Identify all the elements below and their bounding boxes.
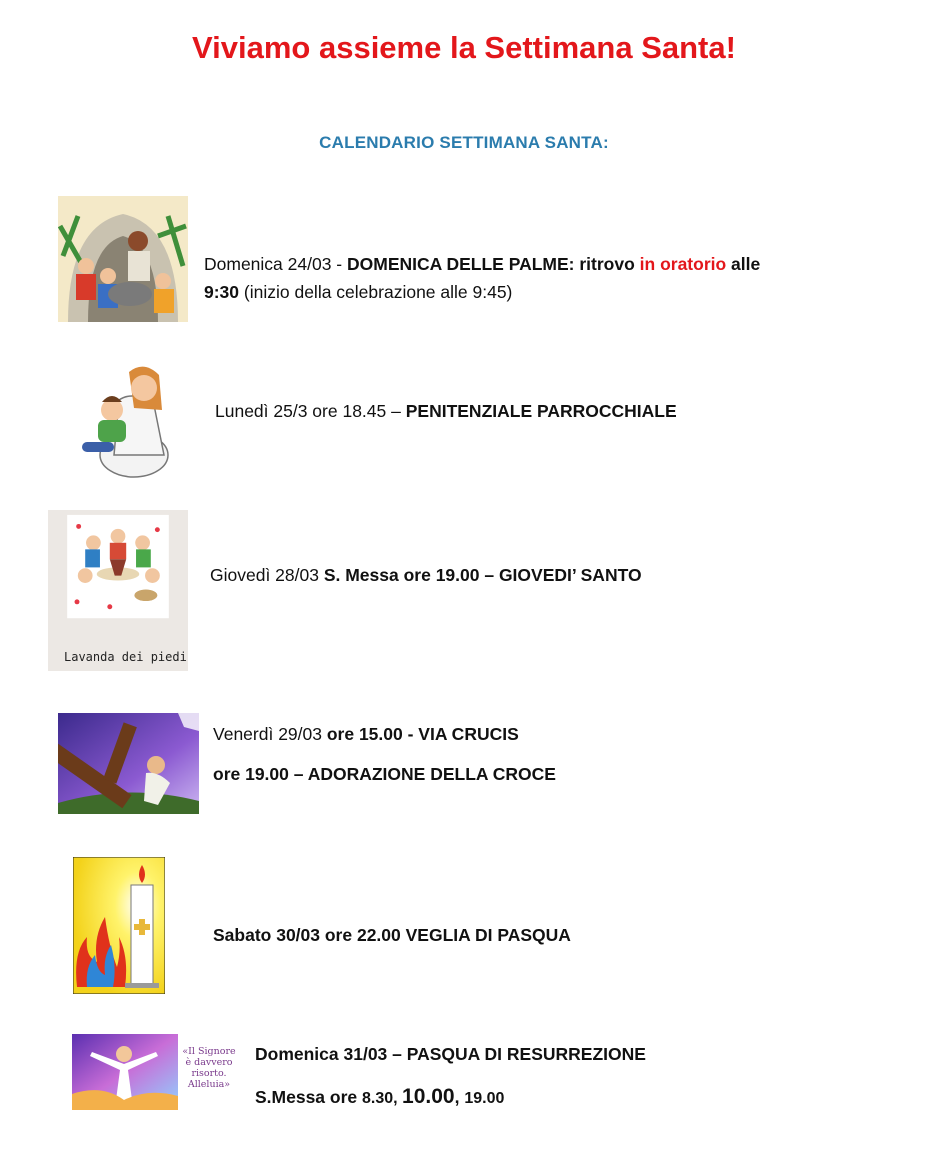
event-location: in oratorio bbox=[639, 254, 727, 274]
event-pasqua-line-2 bbox=[255, 1083, 504, 1113]
event-pasqua-line-1: Domenica 31/03 – PASQUA DI RESURREZIONE bbox=[255, 1044, 646, 1064]
event-text: alle bbox=[726, 254, 761, 274]
event-mass-time: 19.00 bbox=[464, 1090, 505, 1107]
event-text: : ritrovo bbox=[568, 254, 640, 274]
event-note: (inizio della celebrazione alle 9:45) bbox=[239, 282, 513, 302]
easter-quote: «Il Signore è davvero risorto. Alleluia» bbox=[182, 1046, 236, 1090]
event-palm-sunday-line-1 bbox=[204, 250, 760, 278]
event-separator: , bbox=[454, 1087, 465, 1107]
event-venerdi-line-2: ore 19.00 – ADORAZIONE DELLA CROCE bbox=[213, 764, 556, 784]
event-veglia-line: Sabato 30/03 ore 22.00 VEGLIA DI PASQUA bbox=[213, 925, 571, 945]
event-date: Venerdì 29/03 bbox=[213, 724, 327, 744]
palm-sunday-illustration bbox=[58, 196, 188, 322]
event-time: 9:30 bbox=[204, 282, 240, 302]
event-title: DOMENICA DELLE PALME bbox=[347, 254, 569, 274]
event-venerdi-line-1 bbox=[213, 720, 519, 748]
easter-vigil-candle-illustration bbox=[73, 857, 165, 994]
event-giovedi-line bbox=[210, 561, 642, 589]
event-date: Domenica 24/03 - bbox=[204, 254, 347, 274]
reconciliation-embrace-illustration bbox=[74, 360, 180, 478]
event-palm-sunday-line-2 bbox=[204, 278, 512, 306]
last-supper-illustration bbox=[48, 510, 188, 671]
via-crucis-illustration bbox=[58, 713, 199, 814]
event-title: ore 15.00 - VIA CRUCIS bbox=[326, 724, 519, 744]
event-title: S. Messa ore 19.00 – GIOVEDI’ SANTO bbox=[323, 565, 642, 585]
event-mass-time: 8.30, bbox=[362, 1090, 403, 1107]
event-penitenziale-line bbox=[215, 397, 677, 425]
event-date: Lunedì 25/3 ore 18.45 – bbox=[215, 401, 406, 421]
calendar-heading: CALENDARIO SETTIMANA SANTA: bbox=[319, 133, 609, 152]
event-mass-label: S.Messa ore bbox=[255, 1087, 362, 1107]
page-title: Viviamo assieme la Settimana Santa! bbox=[192, 30, 736, 65]
image-caption: Lavanda dei piedi bbox=[64, 650, 187, 664]
event-date: Giovedì 28/03 bbox=[210, 565, 324, 585]
event-mass-time-main: 10.00 bbox=[402, 1085, 455, 1108]
event-title: PENITENZIALE PARROCCHIALE bbox=[405, 401, 677, 421]
resurrection-illustration bbox=[72, 1034, 178, 1110]
